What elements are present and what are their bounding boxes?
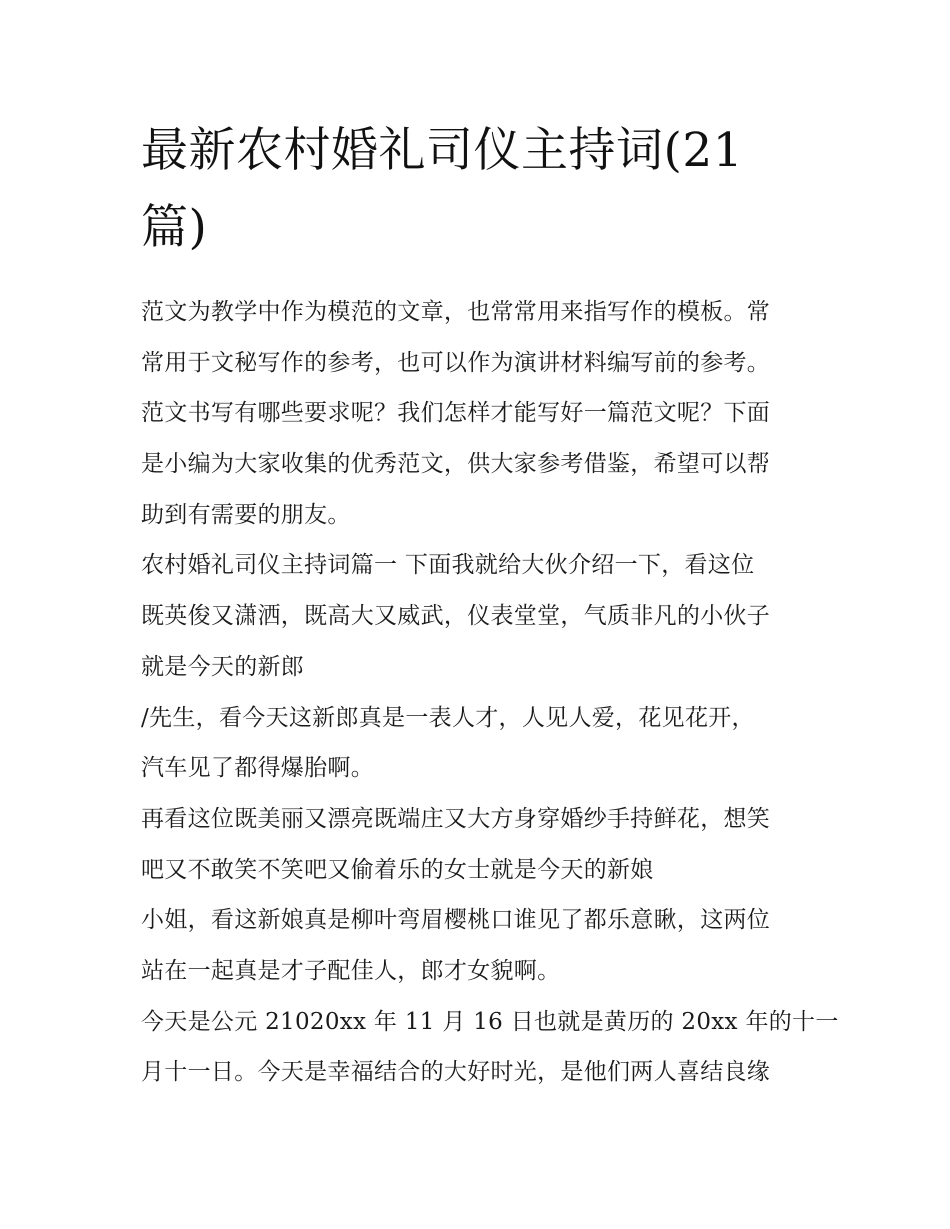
title-line-2: 篇) bbox=[141, 200, 208, 255]
text-line: 农村婚礼司仪主持词篇一 下面我就给大伙介绍一下，看这位 bbox=[141, 552, 755, 579]
text-line: 吧又不敢笑不笑吧又偷着乐的女士就是今天的新娘 bbox=[141, 856, 654, 883]
text-line: 今天是公元 21020xx 年 11 月 16 日也就是黄历的 20xx 年的十一 bbox=[141, 1008, 839, 1035]
text-line: 范文书写有哪些要求呢？我们怎样才能写好一篇范文呢？下面 bbox=[141, 400, 771, 427]
text-line: 汽车见了都得爆胎啊。 bbox=[141, 755, 374, 782]
text-line: 是小编为大家收集的优秀范文，供大家参考借鉴，希望可以帮 bbox=[141, 451, 771, 478]
text-line: 助到有需要的朋友。 bbox=[141, 501, 351, 528]
text-line: 既英俊又潇洒，既高大又威武，仪表堂堂，气质非凡的小伙子 bbox=[141, 603, 771, 630]
document-title bbox=[141, 112, 813, 266]
text-line: 小姐，看这新娘真是柳叶弯眉樱桃口谁见了都乐意瞅，这两位 bbox=[141, 907, 771, 934]
text-line: 站在一起真是才子配佳人，郎才女貌啊。 bbox=[141, 957, 561, 984]
text-line: 再看这位既美丽又漂亮既端庄又大方身穿婚纱手持鲜花，想笑 bbox=[141, 805, 771, 832]
text-line: 常用于文秘写作的参考，也可以作为演讲材料编写前的参考。 bbox=[141, 349, 771, 376]
text-line: 月十一日。今天是幸福结合的大好时光，是他们两人喜结良缘 bbox=[141, 1059, 771, 1086]
document-body bbox=[141, 287, 839, 1098]
title-line-1: 最新农村婚礼司仪主持词(21 bbox=[141, 123, 744, 178]
document-content bbox=[141, 112, 839, 1098]
text-line: 就是今天的新郎 bbox=[141, 653, 305, 680]
text-line: /先生，看今天这新郎真是一表人才，人见人爱，花见花开， bbox=[141, 704, 755, 731]
text-line: 范文为教学中作为模范的文章，也常常用来指写作的模板。常 bbox=[141, 299, 771, 325]
